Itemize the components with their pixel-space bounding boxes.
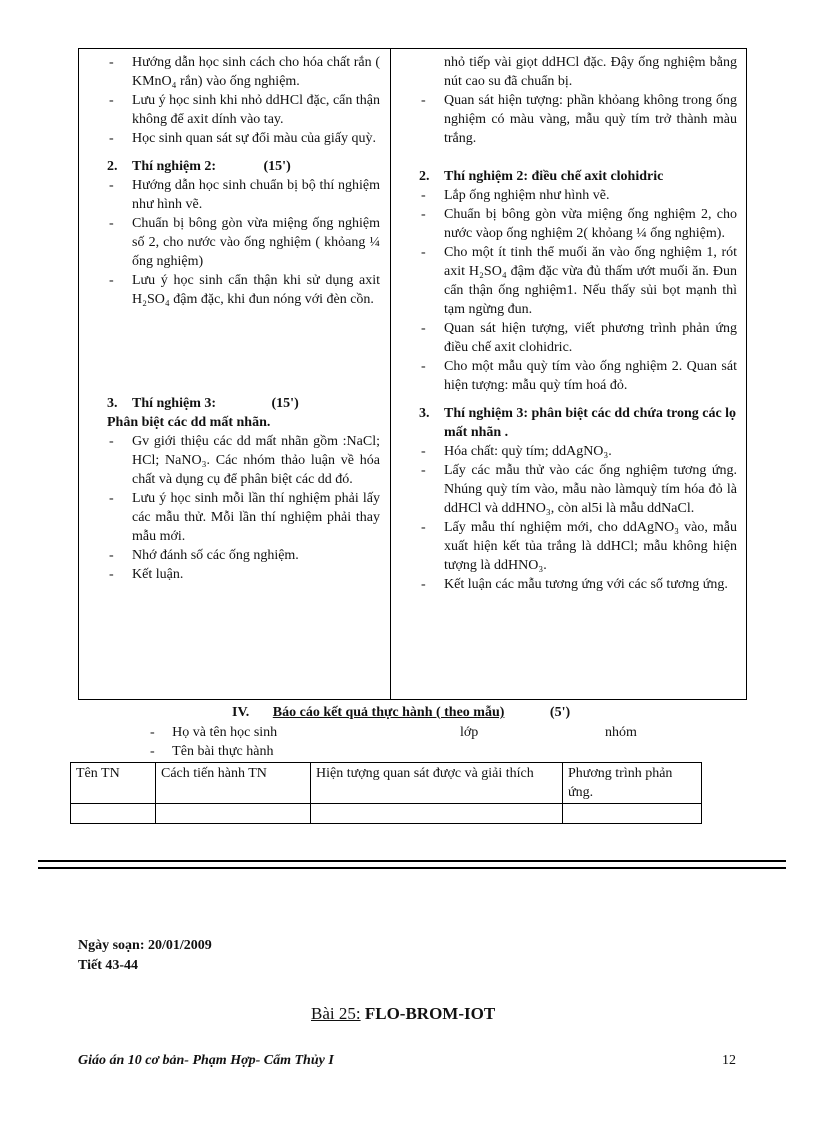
list-item: - Lưu ý học sinh khi nhỏ ddHCl đặc, cẩn thận không để axit dính vào tay. (107, 91, 380, 129)
list-item: - Nhớ đánh số các ống nghiệm. (107, 546, 380, 565)
list-item: - Lưu ý học sinh cẩn thận khi sử dụng axit H₂SO₄ đậm đặc, khi đun nóng với đèn cồn. (107, 271, 380, 309)
list-item: - Quan sát hiện tượng, viết phương trình phản ứng điều chế axit clohidric. (419, 319, 737, 357)
left-tn3-list (107, 432, 380, 584)
list-item: - Kết luận các mẫu tương ứng với các số tương ứng. (419, 575, 737, 594)
list-item: - Hướng dẫn học sinh chuẩn bị bộ thí nghiệm như hình vẽ. (107, 176, 380, 214)
student-column (419, 53, 737, 594)
right-tn2-list (419, 186, 737, 395)
right-tn3-heading: 3. Thí nghiệm 3: phân biệt các dd chứa trong các lọ mất nhãn . (419, 406, 737, 440)
period: Tiết 43-44 (78, 958, 139, 973)
list-item: - Kết luận. (107, 565, 380, 584)
right-top-list (419, 91, 737, 148)
right-continuation: nhỏ tiếp vài giọt ddHCl đặc. Đậy ống nghiệm bằng nút cao su đã chuẩn bị. (444, 55, 737, 89)
left-tn2-heading: 2. Thí nghiệm 2: (15') (107, 159, 291, 174)
separator-line (38, 860, 786, 862)
activity-table (78, 48, 747, 700)
left-tn3-heading: 3. Thí nghiệm 3: (15') (107, 396, 299, 411)
list-item: - Gv giới thiệu các dd mất nhãn gồm :NaCl; HCl; NaNO₃. Các nhóm thảo luận về hóa chất và dụng cụ để phân biệt các dd đó. (107, 432, 380, 489)
list-item: - Chuẩn bị bông gòn vừa miệng ống nghiệm số 2, cho nước vào ống nghiệm ( khỏang ¼ ống nghiệm) (107, 214, 380, 271)
table-header-cell: Phương trình phản ứng. (563, 763, 702, 804)
list-item: - Lưu ý học sinh mỗi lần thí nghiệm phải lấy các mẫu thử. Mỗi lần thí nghiệm phải thay mẫu mới. (107, 489, 380, 546)
list-item: - Hướng dẫn học sinh cách cho hóa chất rắn ( KMnO₄ rắn) vào ống nghiệm. (107, 53, 380, 91)
teacher-column (107, 53, 380, 584)
list-item: - Học sinh quan sát sự đổi màu của giấy quỳ. (107, 129, 380, 148)
report-line-1: - Họ và tên học sinh (150, 725, 278, 740)
list-item: - Lắp ống nghiệm như hình vẽ. (419, 186, 737, 205)
list-item: - Chuẩn bị bông gòn vừa miệng ống nghiệm 2, cho nước vàop ống nghiệm 2( khỏang ¼ ống nghiệm). (419, 205, 737, 243)
right-tn3-list (419, 442, 737, 594)
prep-date: Ngày soạn: 20/01/2009 (78, 938, 212, 953)
table-row (71, 804, 702, 824)
report-table (70, 762, 702, 824)
separator-line (38, 867, 786, 869)
list-item: - Hóa chất: quỳ tím; ddAgNO₃. (419, 442, 737, 461)
right-tn2-heading: 2. Thí nghiệm 2: điều chế axit clohidric (419, 169, 664, 184)
report-line-1-class: lớp (460, 725, 479, 740)
list-item: - Cho một ít tinh thể muối ăn vào ống nghiệm 1, rót axit H₂SO₄ đậm đặc vừa đủ thấm ướt muối ăn. Đun cẩn thận ống nghiệm1. Nếu thấy sủi bọt mạnh thì tạm ngừng đun. (419, 243, 737, 319)
lesson-title: Bài 25: FLO-BROM-IOT (311, 1004, 496, 1023)
report-line-1-group: nhóm (605, 725, 637, 740)
left-top-list (107, 53, 380, 148)
table-header-cell: Tên TN (71, 763, 156, 804)
table-header-cell: Cách tiến hành TN (156, 763, 311, 804)
section-iv-heading: IV. Báo cáo kết quả thực hành ( theo mẫu) (5') (232, 705, 571, 720)
table-header-cell: Hiện tượng quan sát được và giải thích (311, 763, 563, 804)
footer-text: Giáo án 10 cơ bản- Phạm Hợp- Cẩm Thủy I (78, 1053, 334, 1068)
left-tn2-list (107, 176, 380, 309)
list-item: - Quan sát hiện tượng: phần khỏang không trong ống nghiệm có màu vàng, mẫu quỳ tím trở thành màu trắng. (419, 91, 737, 148)
report-line-2: - Tên bài thực hành (150, 744, 274, 759)
list-item: - Cho một mẫu quỳ tím vào ống nghiệm 2. Quan sát hiện tượng: mẫu quỳ tím hoá đỏ. (419, 357, 737, 395)
table-header-row (71, 763, 702, 804)
page-number: 12 (722, 1053, 736, 1068)
column-divider (390, 49, 391, 699)
left-tn3-subtitle: Phân biệt các dd mất nhãn. (107, 415, 271, 430)
list-item: - Lấy các mẫu thử vào các ống nghiệm tương ứng. Nhúng quỳ tím vào, mẫu nào làmquỳ tím hóa đỏ là ddHCl và ddHNO₃, còn al5i là mẫu ddNaCl. (419, 461, 737, 518)
list-item: - Lấy mẫu thí nghiệm mới, cho ddAgNO₃ vào, mẫu xuất hiện kết tủa trắng là ddHCl; mẫu không hiện tượng là ddHNO₃. (419, 518, 737, 575)
